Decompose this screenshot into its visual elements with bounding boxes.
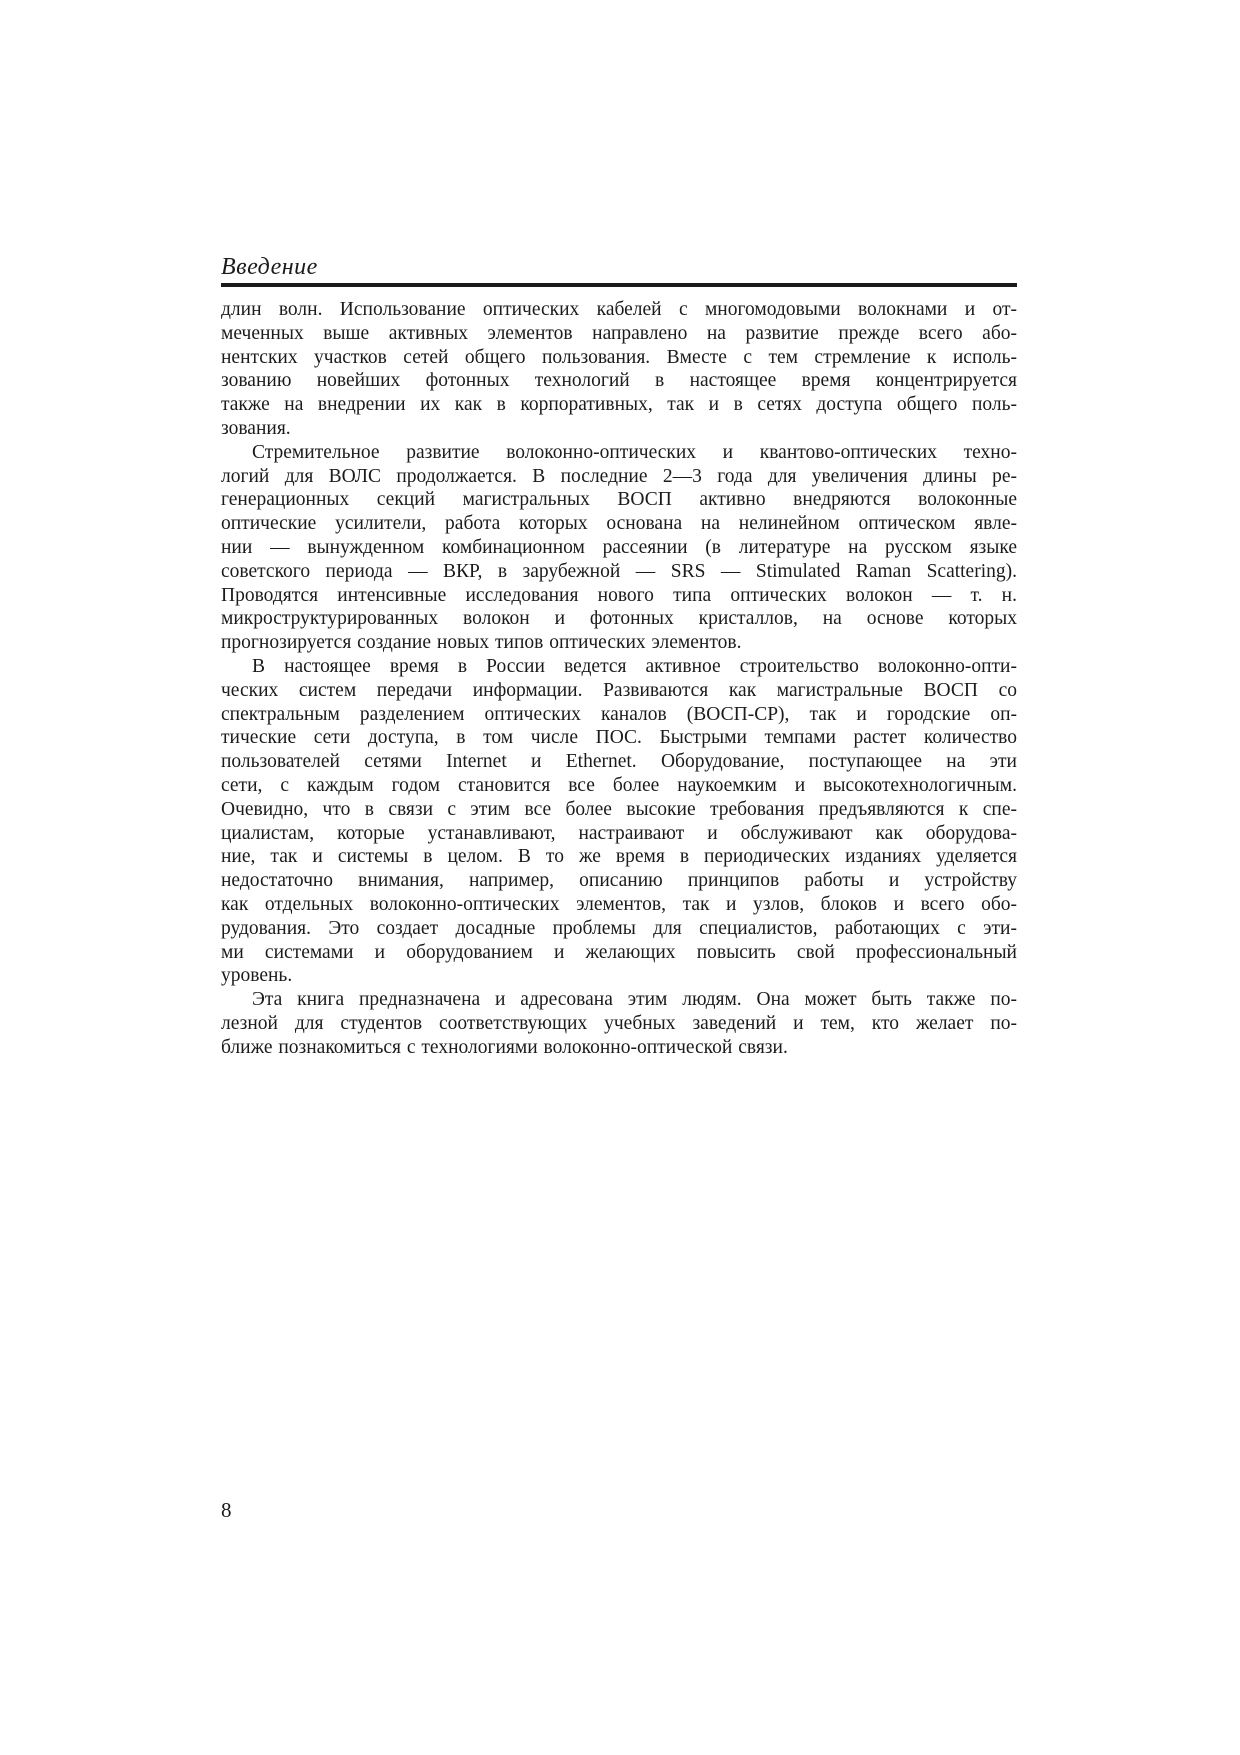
text-line: микроструктурированных волокон и фотонных кристаллов, на основе которых bbox=[221, 608, 1017, 630]
text-line: нии — вынужденном комбинационном рассеянии (в литературе на русском языке bbox=[221, 536, 1017, 558]
paragraph bbox=[221, 441, 1017, 655]
text-line: Стремительное развитие волоконно-оптических и квантово-оптических техно- bbox=[252, 441, 1017, 463]
text-line: ближе познакомиться с технологиями волоконно-оптической связи. bbox=[221, 1036, 788, 1058]
text-line: Очевидно, что в связи с этим все более высокие требования предъявляются к спе- bbox=[221, 798, 1017, 820]
text-line: генерационных секций магистральных ВОСП активно внедряются волоконные bbox=[221, 489, 1017, 511]
text-line: зованию новейших фотонных технологий в настоящее время концентрируется bbox=[221, 370, 1017, 392]
text-line: рудования. Это создает досадные проблемы для специалистов, работающих с эти- bbox=[221, 917, 1017, 939]
text-line: В настоящее время в России ведется активное строительство волоконно-опти- bbox=[252, 655, 1017, 677]
text-line: логий для ВОЛС продолжается. В последние 2—3 года для увеличения длины ре- bbox=[221, 465, 1017, 487]
text-line: советского периода — ВКР, в зарубежной — SRS — Stimulated Raman Scattering). bbox=[221, 560, 1017, 582]
text-line: нентских участков сетей общего пользования. Вместе с тем стремление к исполь- bbox=[221, 346, 1017, 368]
page-body-text bbox=[221, 298, 1017, 1060]
paragraph bbox=[221, 988, 1017, 1059]
text-line: ми системами и оборудованием и желающих повысить свой профессиональный bbox=[221, 941, 1017, 963]
text-line: зования. bbox=[221, 417, 291, 439]
text-line: Проводятся интенсивные исследования нового типа оптических волокон — т. н. bbox=[221, 584, 1017, 606]
text-line: недостаточно внимания, например, описанию принципов работы и устройству bbox=[221, 870, 1017, 892]
page-number: 8 bbox=[221, 1498, 232, 1522]
text-line: оптические усилители, работа которых основана на нелинейном оптическом явле- bbox=[221, 513, 1017, 535]
text-line: спектральным разделением оптических каналов (ВОСП-СР), так и городские оп- bbox=[221, 703, 1017, 725]
text-line: циалистам, которые устанавливают, настраивают и обслуживают как оборудова- bbox=[221, 822, 1017, 844]
paragraph bbox=[221, 298, 1017, 441]
text-line: как отдельных волоконно-оптических элементов, так и узлов, блоков и всего обо- bbox=[221, 893, 1017, 915]
text-line: также на внедрении их как в корпоративных, так и в сетях доступа общего поль- bbox=[221, 394, 1017, 416]
text-line: прогнозируется создание новых типов оптических элементов. bbox=[221, 632, 742, 654]
text-line: Эта книга предназначена и адресована этим людям. Она может быть также по- bbox=[252, 989, 1017, 1011]
text-line: меченных выше активных элементов направлено на развитие прежде всего або- bbox=[221, 322, 1017, 344]
text-line: тические сети доступа, в том числе ПОС. Быстрыми темпами растет количество bbox=[221, 727, 1017, 749]
text-line: длин волн. Использование оптических кабелей с многомодовыми волокнами и от- bbox=[221, 299, 1017, 320]
text-line: сети, с каждым годом становится все более наукоемким и высокотехнологичным. bbox=[221, 774, 1017, 796]
paragraph bbox=[221, 655, 1017, 988]
text-line: ние, так и системы в целом. В то же время в периодических изданиях уделяется bbox=[221, 846, 1017, 868]
text-line: ческих систем передачи информации. Развиваются как магистральные ВОСП со bbox=[221, 679, 1017, 701]
text-line: лезной для студентов соответствующих учебных заведений и тем, кто желает по- bbox=[221, 1012, 1017, 1034]
header-rule bbox=[221, 283, 1017, 287]
text-line: пользователей сетями Internet и Ethernet. Оборудование, поступающее на эти bbox=[221, 751, 1017, 773]
running-head: Введение bbox=[221, 254, 318, 280]
text-line: уровень. bbox=[221, 965, 293, 987]
